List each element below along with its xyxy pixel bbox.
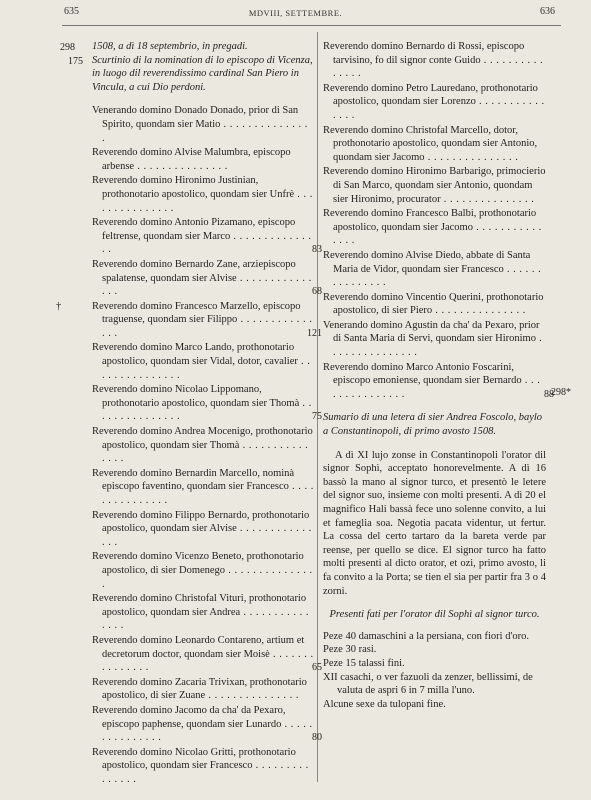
left-entries — [56, 104, 322, 786]
left-entry — [92, 509, 314, 550]
entry-text: Reverendo domino Marco Lando, prothonotario apostolico, quondam sier Vidal, dotor, cavalier . . . — [92, 342, 310, 380]
left-entry — [92, 592, 314, 633]
page-number-right: 636 — [540, 6, 555, 17]
present-item: XII casachi, o ver fazuoli da zenzer, bellissimi, de valuta de aspri 6 in 7 milla l'uno. — [323, 671, 533, 697]
present-item: Peze 15 talassi fini. — [323, 657, 405, 669]
entry-text: Venerando domino Donado Donado, prior di San Spirito, quondam sier Matio . . . — [92, 105, 308, 143]
header-rule — [62, 25, 561, 26]
entry-text: Reverendo domino Zacaria Trivixan, prothonotario apostolico, di sier Zuane . . . — [92, 677, 307, 702]
right-entry — [323, 124, 546, 165]
subheading: Scurtinio di la nomination di lo episcopo di Vicenza, in luogo dil reverendissimo cardinal San Piero in Vincula, a cui Dio perdoni. — [92, 54, 313, 93]
left-entry — [92, 104, 314, 145]
entry-text: Reverendo domino Francesco Balbi, prothonotario apostolico, quondam sier Jacomo . . . — [323, 208, 542, 246]
heading: 1508, a dì 18 septembrio, in pregadi. — [92, 41, 248, 52]
left-entry: Reverendo domino Leonardo Contareno, artium et decretorum doctor, quondam sier Moisè . . . 65 — [92, 634, 314, 675]
entry-text: Reverendo domino Hironimo Justinian, prothonotario apostolico, quondam sier Unfrè . . . — [92, 175, 313, 213]
right-entry — [323, 82, 546, 123]
left-entry: Reverendo domino Antonio Pizamano, episcopo feltrense, quondam sier Marco . . . 83 — [92, 216, 314, 257]
entry-text: Reverendo domino Christofal Vituri, prothonotario apostolico, quondam sier Andrea . . . — [92, 593, 309, 631]
entry-text: Reverendo domino Vicenzo Beneto, prothonotario apostolico, di sier Domenego . . . — [92, 551, 313, 589]
vote-count: 121 — [307, 327, 322, 339]
running-head: MDVIII, SETTEMBRE. — [248, 8, 343, 18]
entry-text: Reverendo domino Vincentio Querini, prothonotario apostolico, di sier Piero . . . — [323, 292, 544, 317]
margin-number-298-star: 298* — [551, 387, 571, 398]
entry-text: Reverendo domino Jacomo da cha' da Pexaro, episcopo paphense, quondam sier Lunardo . . . — [92, 705, 313, 743]
right-column — [323, 40, 554, 711]
right-entry: Reverendo domino Marco Antonio Foscarini, episcopo emoniense, quondam sier Bernardo . . . 88 — [323, 361, 546, 402]
presents-list — [323, 630, 546, 712]
summary-paragraph: A dì XI lujo zonse in Constantinopoli l'orator dil signor Sophì, acceptato honorevelmente. A dì 16 bassò la mano al signor turco, et presentò le letere del signor suo, insieme con molti presenti. A dì 20 el magnifico Hali bassà fece uno solenne convito, a lui et fameglia soa. Negotia pacata videntur, ut fertur. La cossa del certo tartaro da la bareta verde par reense, per quello se dice. El signor turco ha fatto molti presenti al dicto orator, et ozi, primo avosto, li fa convito a la Porta; se tien el sia per partir fra 3 o 4 zorni. — [323, 449, 546, 597]
entry-text: Reverendo domino Alvise Diedo, abbate di Santa Maria de Vidor, quondam sier Francesco . . . — [323, 250, 541, 288]
summary-title: Sumario di una letera di sier Andrea Foscolo, baylo a Constantinopoli, di primo avosto 1508. — [323, 412, 543, 438]
entry-text: Reverendo domino Francesco Marzello, episcopo traguense, quondam sier Filippo . . . — [92, 301, 312, 339]
right-entry — [323, 291, 546, 318]
entry-text: Reverendo domino Christofal Marcello, dotor, prothonotario apostolico, quondam sier Antonio, quondam sier Jacomo . . . — [323, 125, 537, 163]
left-entry — [92, 550, 314, 591]
entry-text: Reverendo domino Hironimo Barbarigo, primocierio di San Marco, quondam sier Antonio, quondam sier Hironimo, procurator . . . — [323, 166, 546, 204]
left-entry — [92, 676, 314, 703]
entry-text: Reverendo domino Nicolao Gritti, prothonotario apostolico, quondam sier Francesco . . . — [92, 747, 309, 785]
entry-text: Reverendo domino Alvise Malumbra, episcopo arbense . . . — [92, 147, 291, 172]
page-number-left: 635 — [64, 6, 79, 17]
entry-text: Reverendo domino Bernardin Marcello, nominà episcopo faventino, quondam sier Francesco . . . — [92, 468, 314, 506]
entry-text: Reverendo domino Marco Antonio Foscarini, episcopo emoniense, quondam sier Bernardo . . . — [323, 362, 540, 400]
margin-number-298: 298 — [60, 42, 75, 53]
left-entry — [92, 746, 314, 787]
left-entry: Reverendo domino Bernardo Zane, arziepiscopo spalatense, quondam sier Alvise . . . 68 — [92, 258, 314, 299]
left-entry — [92, 467, 314, 508]
left-entry: † Reverendo domino Francesco Marzello, episcopo traguense, quondam sier Filippo . . . 121 — [92, 300, 314, 341]
right-entry — [323, 319, 546, 360]
entry-text: Reverendo domino Petro Lauredano, prothonotario apostolico, quondam sier Lorenzo . . . — [323, 83, 545, 121]
present-item: Alcune sexe da tulopani fine. — [323, 698, 446, 710]
entry-text: Reverendo domino Filippo Bernardo, prothonotario apostolico, quondam sier Alvise . . . — [92, 510, 312, 548]
right-entry — [323, 165, 546, 206]
left-entry — [92, 146, 314, 173]
entry-text: Reverendo domino Nicolao Lippomano, prothonotario apostolico, quondam sier Thomà . . . — [92, 384, 312, 422]
left-entry — [92, 341, 314, 382]
left-entry — [92, 174, 314, 215]
present-item: Peze 40 damaschini a la persiana, con fiori d'oro. — [323, 630, 529, 642]
entry-text: Reverendo domino Andrea Mocenigo, prothonotario apostolico, quondam sier Thomà . . . — [92, 426, 313, 464]
right-entry — [323, 207, 546, 248]
entry-text: Reverendo domino Bernardo Zane, arziepiscopo spalatense, quondam sier Alvise . . . — [92, 259, 312, 297]
entry-text: Reverendo domino Leonardo Contareno, artium et decretorum doctor, quondam sier Moisè . . . — [92, 635, 314, 673]
left-entry: Reverendo domino Jacomo da cha' da Pexaro, episcopo paphense, quondam sier Lunardo . . . 80 — [92, 704, 314, 745]
left-entry: Reverendo domino Nicolao Lippomano, prothonotario apostolico, quondam sier Thomà . . . 75 — [92, 383, 314, 424]
left-entry — [92, 425, 314, 466]
entry-text: Reverendo domino Antonio Pizamano, episcopo feltrense, quondam sier Marco . . . — [92, 217, 312, 255]
entry-text: Reverendo domino Bernardo di Rossi, episcopo tarvisino, fo dil signor conte Guido . . . — [323, 41, 543, 79]
right-entry — [323, 249, 546, 290]
present-item: Peze 30 rasi. — [323, 644, 377, 656]
margin-number-175: 175 — [68, 56, 83, 67]
entry-text: Venerando domino Agustin da cha' da Pexaro, prior di Santa Maria di Servi, quondam sier Hironimo . . . — [323, 320, 542, 358]
right-entries — [323, 40, 554, 401]
presents-title: Presenti fati per l'orator dil Sophì al signor turco. — [329, 609, 540, 621]
right-entry — [323, 40, 546, 81]
